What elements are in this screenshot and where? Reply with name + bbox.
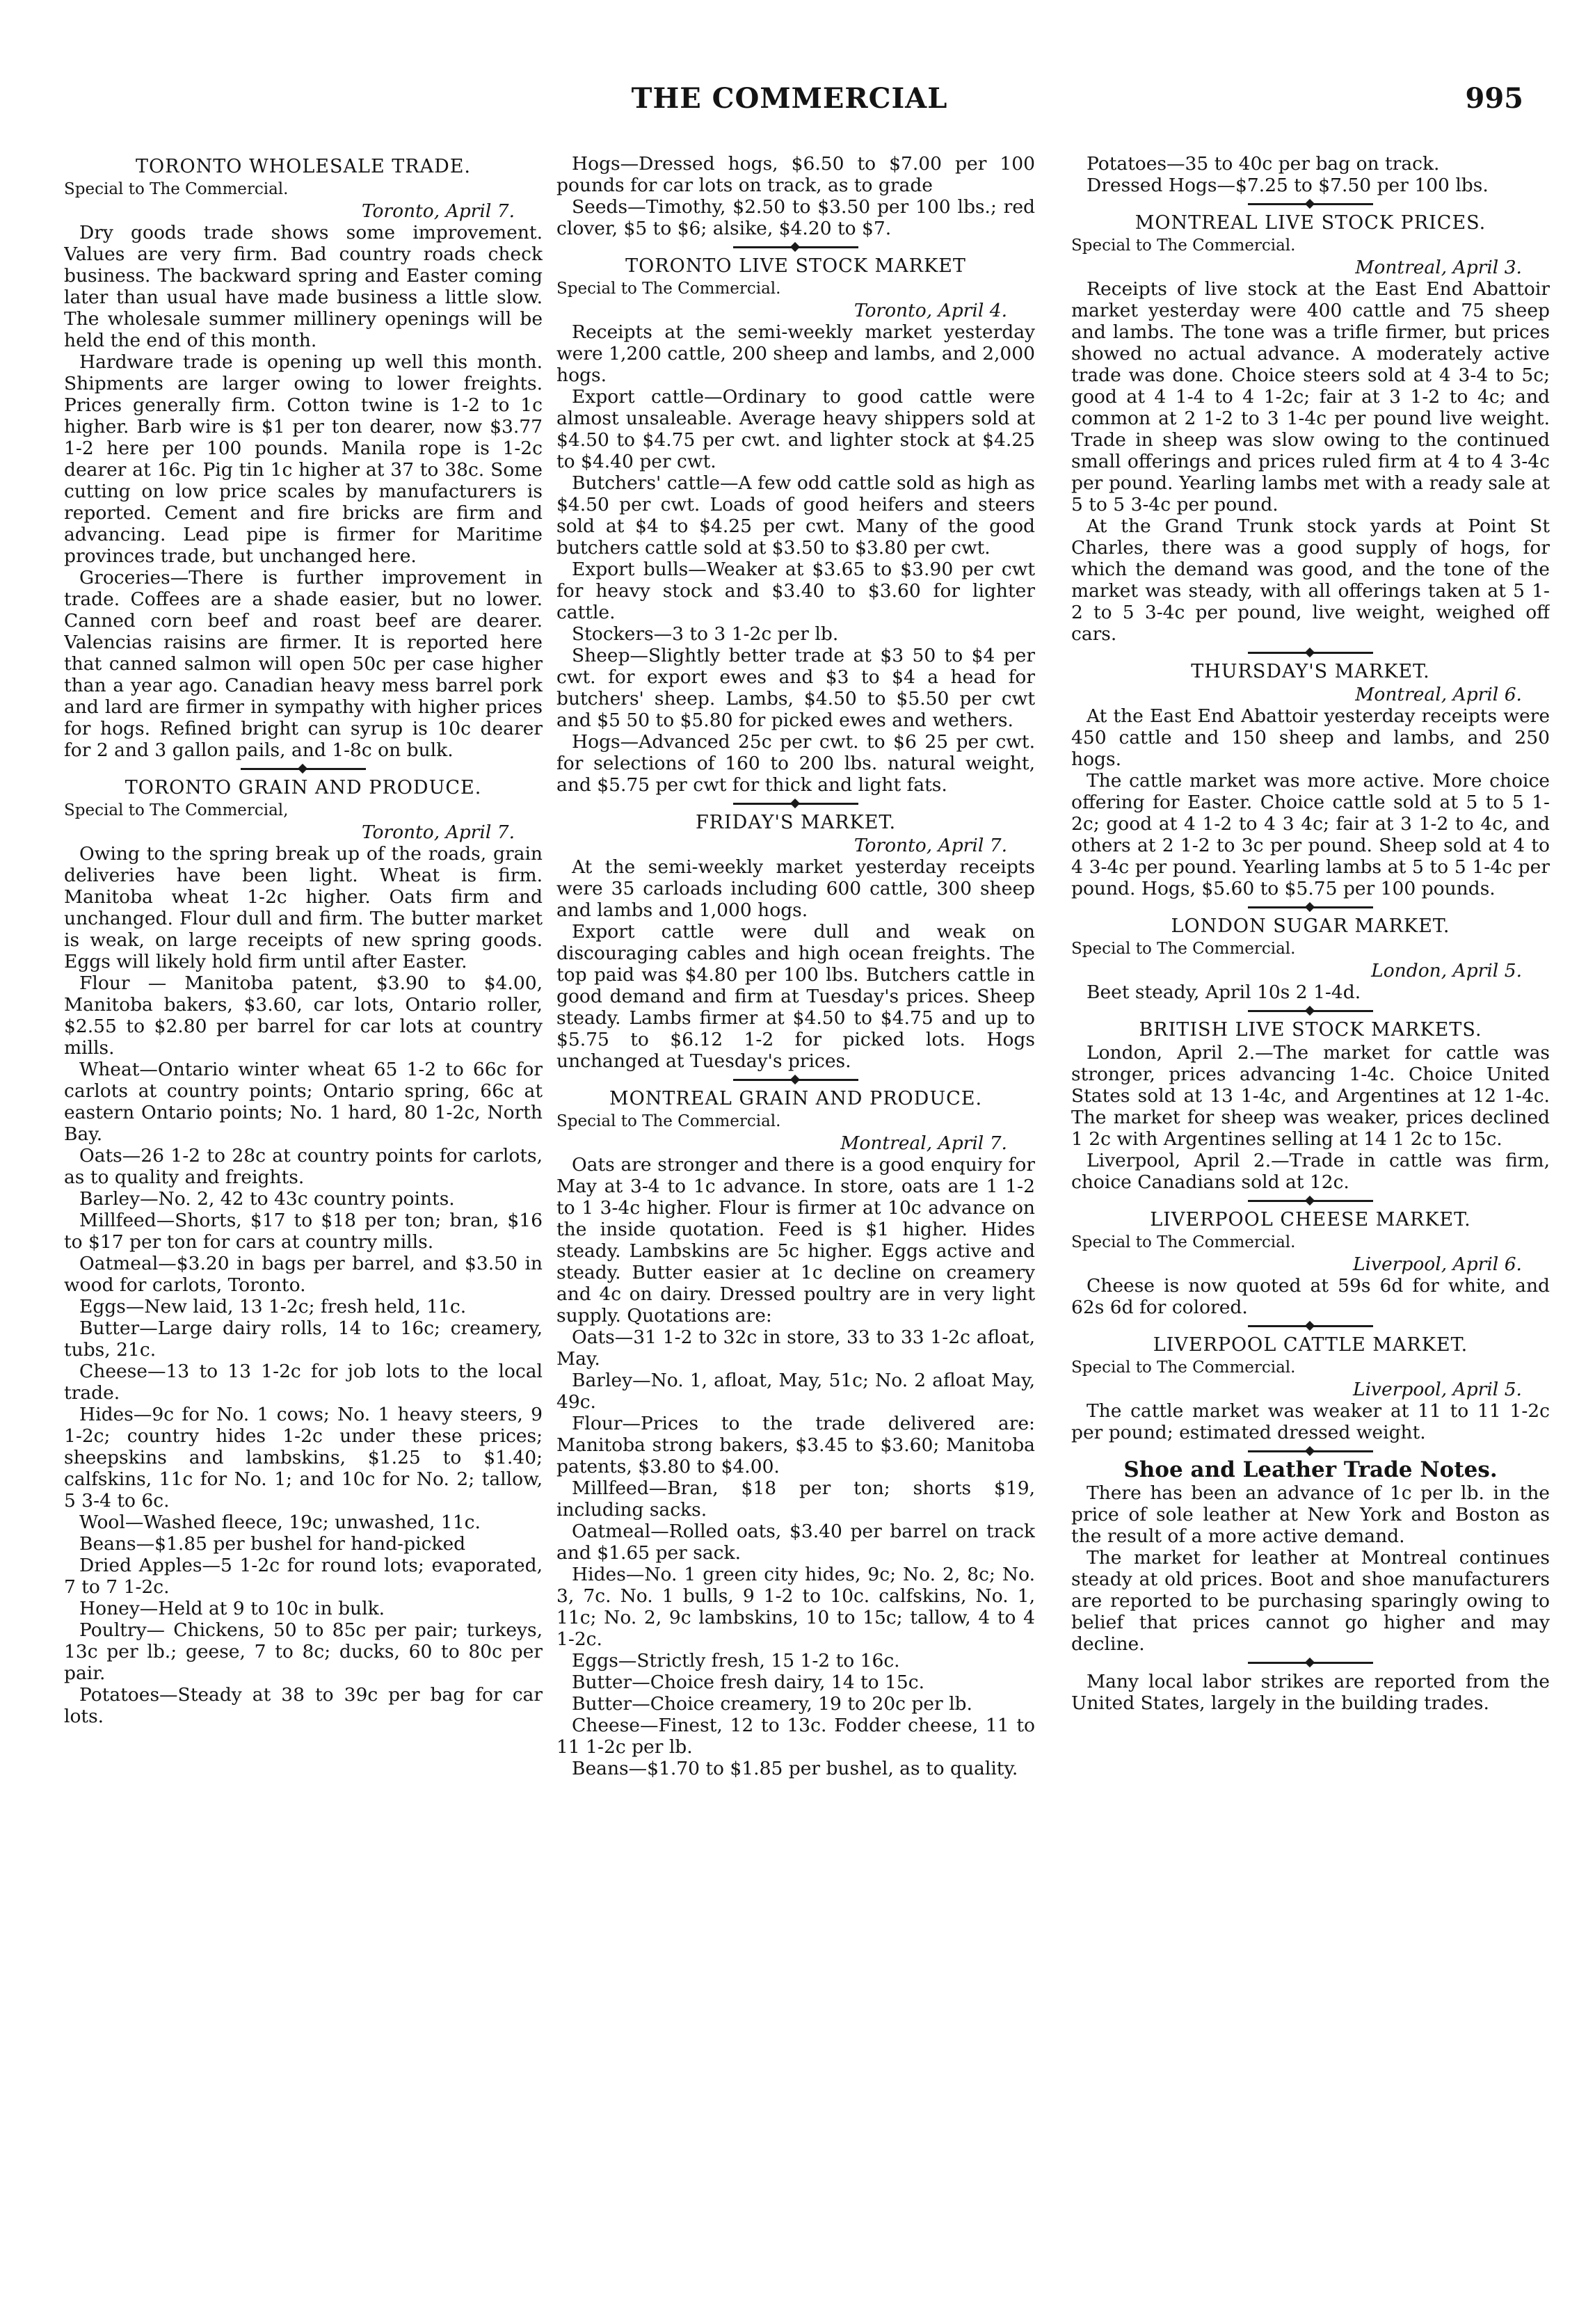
article-paragraph: Cheese is now quoted at 59s 6d for white, and 62s 6d for colored. — [1071, 1275, 1550, 1318]
article — [1071, 1209, 1550, 1318]
article-dateline: Liverpool, April 5. — [1352, 1379, 1522, 1400]
article-paragraph: Beans—$1.70 to $1.85 per bushel, as to quality. — [572, 1758, 1018, 1779]
article-byline: Special to The Commercial. — [1071, 940, 1296, 958]
article-paragraph: Oatmeal—$3.20 in bags per barrel, and $3.50 in wood for carlots, Toronto. — [64, 1253, 543, 1296]
article-heading: TORONTO GRAIN AND PRODUCE. — [125, 777, 482, 799]
article-heading: BRITISH LIVE STOCK MARKETS. — [1139, 1019, 1482, 1041]
section-divider — [1248, 1662, 1373, 1664]
article-paragraph: Butter—Large dairy rolls, 14 to 16c; creamery, tubs, 21c. — [64, 1317, 543, 1361]
article-dateline: Montreal, April 6. — [1355, 684, 1522, 705]
article-paragraph: Oats are stronger and there is a good enquiry for May at 3-4 to 1c advance. In store, oats are 1 1-2 to 1 3-4c higher. Flour is firmer at 10c advance on the inside quotation. Feed is $1 higher. Hides steady. Lambskins are 5c higher. Eggs active and steady. Butter easier at 1c decline on creamery and 4c on dairy. Dressed poultry are in very light supply. Quotations are: — [556, 1154, 1035, 1327]
article-paragraph: The market for leather at Montreal continues steady at old prices. Boot and shoe manufacturers are reported to be purchasing sparingly owing to belief that prices cannot go higher and may decline. — [1071, 1547, 1550, 1655]
article-paragraph: Butchers' cattle—A few odd cattle sold as high as $4.50 per cwt. Loads of good heifers and steers sold at $4 to $4.25 per cwt. Many of the good butchers cattle sold at $3.50 to $3.80 per cwt. — [556, 472, 1035, 559]
article-heading: LONDON SUGAR MARKET. — [1171, 915, 1450, 937]
article-paragraph: Dry goods trade shows some improvement. Values are very firm. Bad country roads check business. The backward spring and Easter coming later than usual have made business a little slow. The wholesale summer millinery openings will be held the end of this month. — [64, 222, 543, 351]
article-paragraph: Owing to the spring break up of the roads, grain deliveries have been light. Wheat is firm. Manitoba wheat 1-2c higher. Oats firm and unchanged. Flour dull and firm. The butter market is weak, on large receipts of new spring goods. Eggs will likely hold firm until after Easter. — [64, 843, 543, 972]
article-paragraph: Hogs—Advanced 25c per cwt. to $6 25 per cwt. for selections of 160 to 200 lbs. natural weight, and $5.75 per cwt for thick and light fats. — [556, 731, 1035, 796]
article-heading: THURSDAY'S MARKET. — [1191, 661, 1430, 682]
article-paragraph: Millfeed—Shorts, $17 to $18 per ton; bran, $16 to $17 per ton for cars at country mills. — [64, 1210, 543, 1253]
section-divider — [1248, 906, 1373, 908]
article-paragraph: Eggs—Strictly fresh, 15 1-2 to 16c. — [572, 1650, 900, 1672]
article-paragraph: Cheese—13 to 13 1-2c for job lots to the local trade. — [64, 1361, 543, 1404]
article-paragraph: Millfeed—Bran, $18 per ton; shorts $19, including sacks. — [556, 1477, 1035, 1521]
article-dateline: Toronto, April 7. — [853, 835, 1007, 856]
article — [1071, 1671, 1550, 1714]
article-paragraph: Sheep—Slightly better trade at $3 50 to $4 per cwt. for export ewes and $3 to $4 a head for butchers' sheep. Lambs, $4.50 to $5.50 per cwt and $5 50 to $5.80 for picked ewes and wethers. — [556, 645, 1035, 731]
article-paragraph: Export cattle were dull and weak on discouraging cables and high ocean freights. The top paid was $4.80 per 100 lbs. Butchers cattle in good demand and firm at Tuesday's prices. Sheep steady. Lambs firmer at $4.50 to $4.75 and up to $5.75 to $6.12 1-2 for picked lots. Hogs unchanged at Tuesday's prices. — [556, 921, 1035, 1072]
article-paragraph: The cattle market was more active. More choice offering for Easter. Choice cattle sold at 5 to 5 1-2c; good at 4 1-2 to 4 3 4c; fair at 3 1-2 to 4c, and others at 2 1-2 to 3c per pound. Sheep sold at 4 to 4 3-4c per pound. Yearling lambs at 5 to 5 1-4c per pound. Hogs, $5.60 to $5.75 per 100 pounds. — [1071, 770, 1550, 899]
article-heading: FRIDAY'S MARKET. — [695, 812, 897, 833]
page-number: 995 — [1465, 82, 1523, 115]
article-dateline: Toronto, April 7. — [361, 822, 515, 843]
article-dateline: Montreal, April 3. — [1355, 257, 1522, 278]
article — [556, 153, 1035, 239]
article — [1071, 1459, 1550, 1655]
page-header — [56, 82, 1523, 124]
article — [1071, 1334, 1550, 1443]
section-divider — [241, 768, 366, 770]
article-paragraph: Export cattle—Ordinary to good cattle were almost unsaleable. Average heavy shippers sold at $4.50 to $4.75 per cwt. and lighter stock at $4.25 to $4.40 per cwt. — [556, 386, 1035, 472]
article-paragraph: Butter—Choice creamery, 19 to 20c per lb. — [572, 1693, 972, 1715]
article-paragraph: Butter—Choice fresh dairy, 14 to 15c. — [572, 1672, 925, 1693]
article-dateline: Toronto, April 4. — [853, 300, 1007, 321]
section-divider — [1248, 1325, 1373, 1327]
article — [556, 255, 1035, 796]
article — [1071, 915, 1550, 1003]
article-dateline: Montreal, April 7. — [840, 1132, 1007, 1154]
article-heading: TORONTO WHOLESALE TRADE. — [135, 156, 472, 177]
article-byline: Special to The Commercial. — [1071, 1359, 1296, 1377]
column-3 — [1071, 153, 1550, 2282]
article-paragraph: At the Grand Trunk stock yards at Point St Charles, there was a good supply of hogs, for which the demand was good, and the tone of the market was steady, with all offerings taken at 5 1-2 to 5 3-4c per pound, live weight, weighed off cars. — [1071, 515, 1550, 645]
section-divider — [733, 803, 858, 805]
article-paragraph: Receipts at the semi-weekly market yesterday were 1,200 cattle, 200 sheep and lambs, and 2,000 hogs. — [556, 321, 1035, 386]
article-paragraph: Liverpool, April 2.—Trade in cattle was firm, choice Canadians sold at 12c. — [1071, 1150, 1550, 1193]
article-paragraph: Groceries—There is further improvement in trade. Coffees are a shade easier, but no lower. Canned corn beef and roast beef are dearer. Valencias raisins are firmer. It is reported here that canned salmon will open 50c per case higher than a year ago. Canadian heavy mess barrel pork and lard are firmer in sympathy with higher prices for hogs. Refined bright can syrup is 10c dearer for 2 and 3 gallon pails, and 1-8c on bulk. — [64, 567, 543, 761]
section-divider — [733, 1079, 858, 1081]
article-heading: MONTREAL LIVE STOCK PRICES. — [1135, 212, 1486, 234]
article-paragraph: Receipts of live stock at the East End Abattoir market yesterday were 400 cattle and 75 sheep and lambs. The tone was a trifle firmer, but prices showed no actual advance. A moderately active trade was done. Choice steers sold at 4 3-4 to 5c; good at 4 1-4 to 4 1-2c; fair at 3 1-2 to 4c; and common at 2 1-2 to 3 1-4c per pound live weight. Trade in sheep was slow owing to the continued small offerings and prices ruled firm at 4 to 4 3-4c per pound. Yearling lambs met with a ready sale at 5 to 5 3-4c per pound. — [1071, 278, 1550, 515]
article-dateline: London, April 5. — [1371, 960, 1522, 981]
article-paragraph: Stockers—3 to 3 1-2c per lb. — [572, 623, 839, 645]
article-paragraph: Poultry— Chickens, 50 to 85c per pair; turkeys, 13c per lb.; geese, 7 to 8c; ducks, 60 to 80c per pair. — [64, 1619, 543, 1684]
article-byline: Special to The Commercial. — [556, 1112, 781, 1130]
section-divider — [1248, 1200, 1373, 1202]
article-paragraph: At the semi-weekly market yesterday receipts were 35 carloads including 600 cattle, 300 sheep and lambs and 1,000 hogs. — [556, 856, 1035, 921]
article-paragraph: Flour—Prices to the trade delivered are: Manitoba strong bakers, $3.45 to $3.60; Manitoba patents, $3.80 to $4.00. — [556, 1413, 1035, 1477]
article — [64, 777, 543, 1727]
article-byline: Special to The Commercial. — [1071, 237, 1296, 255]
article-dateline: Liverpool, April 6. — [1352, 1253, 1522, 1275]
article-paragraph: Barley—No. 1, afloat, May, 51c; No. 2 afloat May, 49c. — [556, 1370, 1035, 1413]
article-paragraph: Flour — Manitoba patent, $3.90 to $4.00, Manitoba bakers, $3.60, car lots, Ontario roller, $2.55 to $2.80 per barrel for car lots at country mills. — [64, 972, 543, 1059]
article-byline: Special to The Commercial. — [64, 180, 289, 198]
section-divider — [1248, 1450, 1373, 1452]
column-1 — [64, 153, 543, 2282]
article-paragraph: Hogs—Dressed hogs, $6.50 to $7.00 per 100 pounds for car lots on track, as to grade — [556, 153, 1035, 196]
article-heading: MONTREAL GRAIN AND PRODUCE. — [609, 1088, 983, 1109]
article-paragraph: Beans—$1.85 per bushel for hand-picked — [79, 1533, 466, 1555]
article-paragraph: Honey—Held at 9 to 10c in bulk. — [79, 1598, 385, 1619]
article-paragraph: Hides—9c for No. 1 cows; No. 1 heavy steers, 9 1-2c; country hides 1-2c under these prices; sheepskins and lambskins, $1.25 to $1.40; calfskins, 11c for No. 1; and 10c for No. 2; tallow, 5 3-4 to 6c. — [64, 1404, 543, 1512]
article — [556, 1088, 1035, 1779]
article-paragraph: The cattle market was weaker at 11 to 11 1-2c per pound; estimated dressed weight. — [1071, 1400, 1550, 1443]
article-paragraph: London, April 2.—The market for cattle was stronger, prices advancing 1-4c. Choice United States sold at 13 1-4c, and Argentines at 12 1-4c. The market for sheep was weaker, prices declined 1 2c with Argentines selling at 14 1 2c to 15c. — [1071, 1042, 1550, 1150]
article-byline: Special to The Commercial. — [556, 280, 781, 298]
article-byline: Special to The Commercial, — [64, 801, 289, 819]
article-paragraph: At the East End Abattoir yesterday receipts were 450 cattle and 150 sheep and lambs, and 250 hogs. — [1071, 705, 1550, 770]
article-paragraph: Potatoes—35 to 40c per bag on track. — [1087, 153, 1440, 175]
section-divider — [733, 246, 858, 248]
article-paragraph: Potatoes—Steady at 38 to 39c per bag for car lots. — [64, 1684, 543, 1727]
article-paragraph: Beet steady, April 10s 2 1-4d. — [1087, 981, 1361, 1003]
article-heading: Shoe and Leather Trade Notes. — [1123, 1457, 1498, 1482]
section-divider — [1248, 203, 1373, 205]
section-divider — [1248, 652, 1373, 654]
article-paragraph: Cheese—Finest, 12 to 13c. Fodder cheese, 11 to 11 1-2c per lb. — [556, 1715, 1035, 1758]
section-divider — [1248, 1010, 1373, 1012]
article — [1071, 1019, 1550, 1193]
article-paragraph: Barley—No. 2, 42 to 43c country points. — [79, 1188, 455, 1210]
article-paragraph: Oatmeal—Rolled oats, $3.40 per barrel on track and $1.65 per sack. — [556, 1521, 1035, 1564]
article — [1071, 153, 1550, 196]
article-paragraph: Eggs—New laid, 13 1-2c; fresh held, 11c. — [79, 1296, 467, 1317]
article-paragraph: Export bulls—Weaker at $3.65 to $3.90 per cwt for heavy stock and $3.40 to $3.60 for lighter cattle. — [556, 559, 1035, 623]
article-paragraph: Hardware trade is opening up well this month. Shipments are larger owing to lower freights. Prices generally firm. Cotton twine is 1-2 to 1c higher. Barb wire is $1 per ton dearer, now $3.77 1-2 here per 100 pounds. Manila rope is 1-2c dearer at 16c. Pig tin 1c higher at 37 to 38c. Some cutting on low price scales by manufacturers is reported. Cement and fire bricks are firm and advancing. Lead pipe is firmer for Maritime provinces trade, but unchanged here. — [64, 351, 543, 567]
article-paragraph: Many local labor strikes are reported from the United States, largely in the building trades. — [1071, 1671, 1550, 1714]
article-paragraph: Hides—No. 1 green city hides, 9c; No. 2, 8c; No. 3, 7c. No. 1 bulls, 9 1-2 to 10c. calfskins, No. 1, 11c; No. 2, 9c lambskins, 10 to 15c; tallow, 4 to 4 1-2c. — [556, 1564, 1035, 1650]
article-paragraph: Oats—26 1-2 to 28c at country points for carlots, as to quality and freights. — [64, 1145, 543, 1188]
article-paragraph: Dressed Hogs—$7.25 to $7.50 per 100 lbs. — [1087, 175, 1489, 196]
article-heading: TORONTO LIVE STOCK MARKET — [625, 255, 966, 277]
article-dateline: Toronto, April 7. — [361, 200, 515, 222]
article-heading: LIVERPOOL CATTLE MARKET. — [1153, 1334, 1468, 1356]
article-heading: LIVERPOOL CHEESE MARKET. — [1150, 1209, 1471, 1231]
article — [556, 812, 1035, 1072]
article-paragraph: Wheat—Ontario winter wheat 65 1-2 to 66c for carlots at country points; Ontario spring, 66c at eastern Ontario points; No. 1 hard, 80 1-2c, North Bay. — [64, 1059, 543, 1145]
article — [1071, 661, 1550, 899]
column-2 — [556, 153, 1035, 2282]
article — [64, 156, 543, 761]
article-paragraph: Wool—Washed fleece, 19c; unwashed, 11c. — [79, 1512, 481, 1533]
article-byline: Special to The Commercial. — [1071, 1233, 1296, 1251]
article-paragraph: Dried Apples—5 1-2c for round lots; evaporated, 7 to 7 1-2c. — [64, 1555, 543, 1598]
publication-title: THE COMMERCIAL — [631, 82, 948, 115]
article — [1071, 212, 1550, 645]
article-paragraph: There has been an advance of 1c per lb. in the price of sole leather at New York and Boston as the result of a more active demand. — [1071, 1482, 1550, 1547]
article-paragraph: Seeds—Timothy, $2.50 to $3.50 per 100 lbs.; red clover, $5 to $6; alsike, $4.20 to $7. — [556, 196, 1035, 239]
article-paragraph: Oats—31 1-2 to 32c in store, 33 to 33 1-2c afloat, May. — [556, 1327, 1035, 1370]
